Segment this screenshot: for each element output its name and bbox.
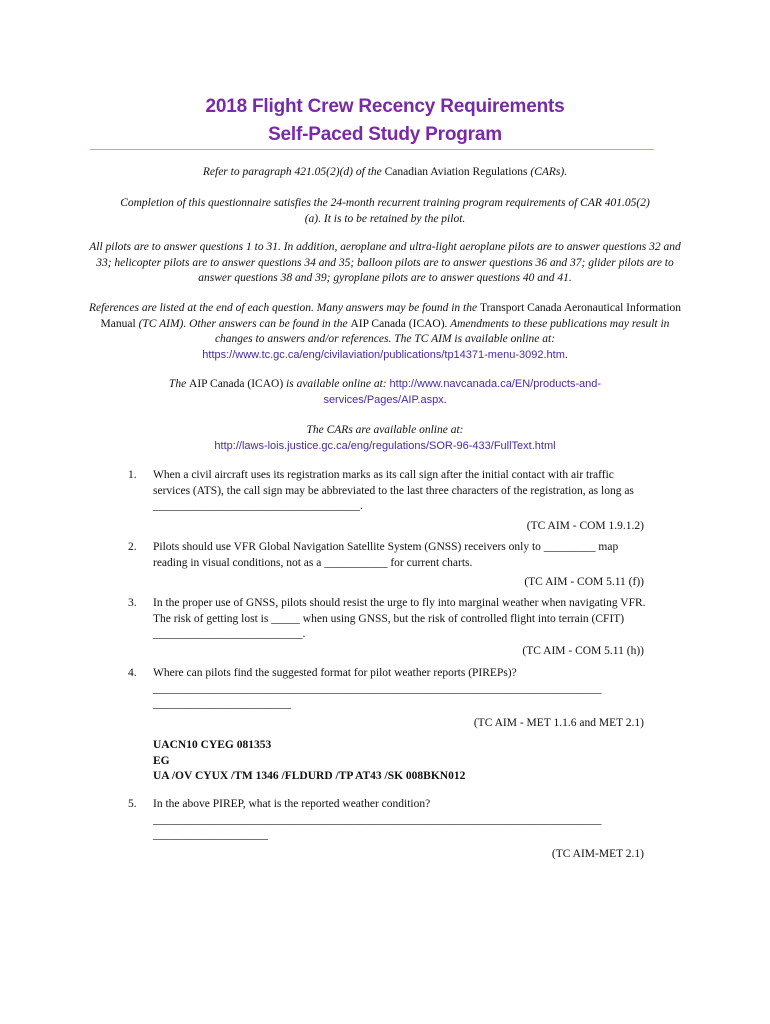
question-1: [128, 468, 648, 515]
intro-p5-text: The: [168, 378, 190, 390]
pirep-line-3: UA /OV CYUX /TM 1346 /FLDURD /TP AT43 /SK 008BKN012: [153, 770, 466, 782]
intro-paragraph-5: The AIP Canada (ICAO) is available online at: http://www.navcanada.ca/EN/products-and-services/Pages/AIP.aspx.: [168, 378, 602, 406]
intro-p4-aip-title: AIP Canada (ICAO): [350, 317, 445, 330]
intro-p1-cars-title: Canadian Aviation Regulations: [384, 166, 528, 178]
intro-p5-aip-title: AIP Canada (ICAO): [189, 378, 284, 390]
document-subtitle: Self-Paced Study Program: [268, 124, 502, 145]
question-4-reference: (TC AIM - MET 1.1.6 and MET 2.1): [473, 717, 644, 729]
question-4: [128, 666, 658, 713]
intro-paragraph-6: [80, 423, 690, 454]
intro-p4-text-2: (TC AIM). Other answers can be found in the: [135, 317, 351, 330]
question-5-reference: (TC AIM-MET 2.1): [551, 848, 644, 860]
intro-p1-suffix: (CARs).: [527, 166, 568, 178]
question-3: [128, 596, 648, 643]
tc-aim-link[interactable]: https://www.tc.gc.ca/eng/civilaviation/publications/tp14371-menu-3092.htm: [202, 348, 565, 361]
question-text: In the above PIREP, what is the reported weather condition?: [153, 798, 431, 810]
answer-blank[interactable]: ________________________: [153, 698, 291, 710]
intro-p6-text: The CARs are available online at:: [306, 424, 464, 436]
document-title: 2018 Flight Crew Recency Requirements: [205, 96, 565, 117]
intro-paragraph-1: [80, 165, 690, 181]
question-number: 3.: [128, 597, 137, 609]
title-block: [0, 93, 770, 149]
pirep-block: [153, 738, 465, 785]
intro-p5-text-2: is available online at:: [283, 378, 390, 390]
question-3-reference: (TC AIM - COM 5.11 (h)): [522, 645, 644, 657]
question-number: 5.: [128, 798, 137, 810]
cars-link[interactable]: http://laws-lois.justice.gc.ca/eng/regulations/SOR-96-433/FullText.html: [214, 439, 556, 452]
question-5: [128, 797, 658, 844]
pirep-line-1: UACN10 CYEG 081353: [153, 739, 272, 751]
intro-paragraph-3: All pilots are to answer questions 1 to 31. In addition, aeroplane and ultra-light aeroplane pilots are to answer questions 32 and 33; helicopter pilots are to answer questions 34 and 35; balloon pilots are to answer questions 36 and 37; glider pilots are to answer questions 38 and 39; gyroplane pilots are to answer questions 40 and 41.: [89, 241, 681, 284]
intro-p4-text: References are listed at the end of each question. Many answers may be found in the: [88, 302, 480, 314]
title-divider: [90, 149, 654, 150]
intro-paragraph-2: Completion of this questionnaire satisfies the 24-month recurrent training program requirements of CAR 401.05(2)(a). It is to be retained by the pilot.: [120, 197, 650, 225]
question-text: When a civil aircraft uses its registration marks as its call sign after the initial contact with air traffic services (ATS), the call sign may be abbreviated to the last three characters of the registration, as long as ____________________________________.: [153, 469, 634, 512]
question-text: Pilots should use VFR Global Navigation Satellite System (GNSS) receivers only to _________ map reading in visual conditions, not as a ___________ for current charts.: [153, 541, 619, 569]
answer-blank[interactable]: ______________________________________________________________________________: [153, 682, 602, 695]
intro-p1-text: Refer to paragraph 421.05(2)(d) of the: [202, 166, 385, 178]
pirep-line-2: EG: [153, 754, 170, 767]
answer-blank[interactable]: ____________________: [153, 829, 268, 841]
question-text: In the proper use of GNSS, pilots should resist the urge to fly into marginal weather when navigating VFR. The risk of getting lost is _____ when using GNSS, but the risk of controlled flight into terrain (CFIT) __________________________.: [153, 597, 646, 640]
answer-blank[interactable]: ______________________________________________________________________________: [153, 813, 602, 826]
question-1-reference: (TC AIM - COM 1.9.1.2): [526, 520, 644, 532]
question-number: 1.: [128, 469, 137, 481]
intro-paragraph-4: References are listed at the end of each question. Many answers may be found in the Transport Canada Aeronautical Information Manual (TC AIM). Other answers can be found in the AIP Canada (ICAO). Amendments to these publications may result in changes to answers and/or references. The TC AIM is available online at: https://www.tc.gc.ca/eng/civilaviation/publications/tp14371-menu-3092.htm.: [88, 302, 682, 361]
question-number: 2.: [128, 541, 137, 553]
question-2-reference: (TC AIM - COM 5.11 (f)): [524, 576, 644, 588]
question-number: 4.: [128, 667, 137, 679]
intro-p4-text-3: . Amendments to these publications may result in changes to answers and/or references. The TC AIM is available online at:: [214, 317, 670, 345]
aip-link[interactable]: http://www.navcanada.ca/EN/products-and-services/Pages/AIP.aspx: [323, 378, 602, 406]
question-text: Where can pilots find the suggested format for pilot weather reports (PIREPs)?: [153, 667, 517, 679]
question-2: [128, 540, 648, 571]
intro-p4-tcaim-title: Transport Canada Aeronautical Information Manual: [100, 302, 682, 330]
